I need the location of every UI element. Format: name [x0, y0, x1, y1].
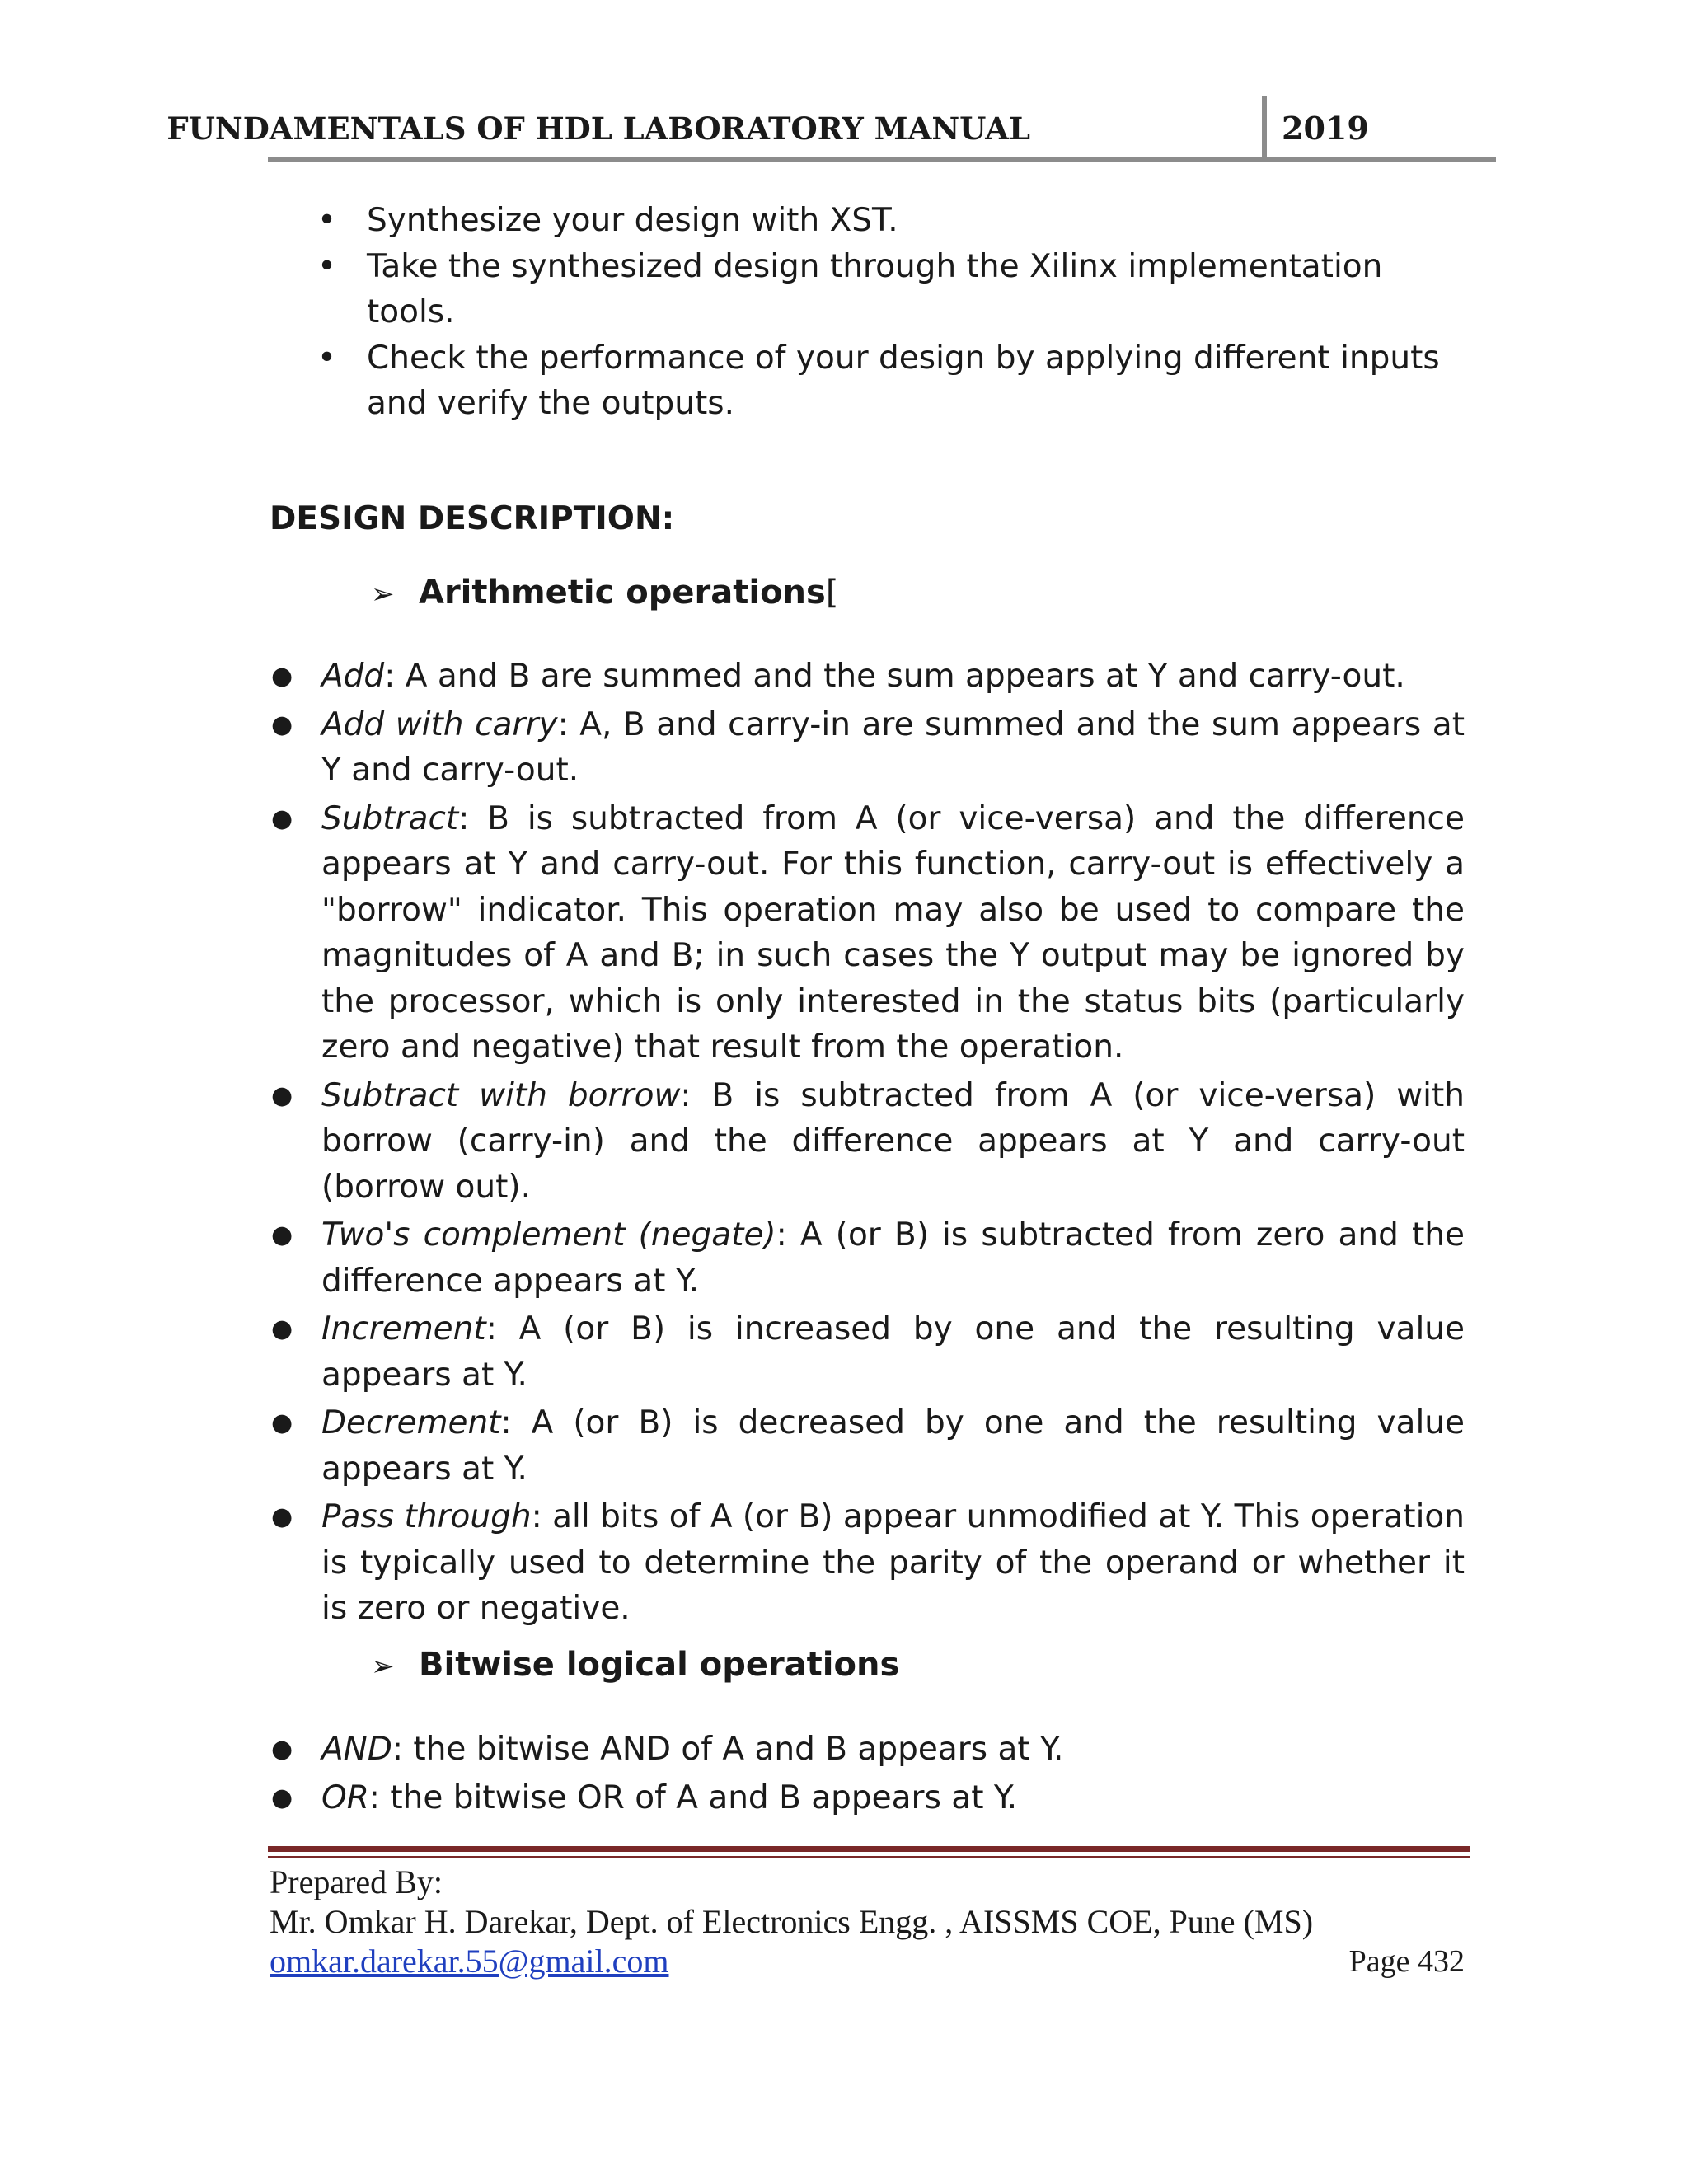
list-item: • Synthesize your design with XST.	[317, 198, 1463, 244]
arrow-bullet-icon: ➢	[371, 578, 395, 611]
bullet-icon: ●	[271, 662, 293, 691]
list-item: ● AND: the bitwise AND of A and B appears at Y.	[270, 1727, 1465, 1773]
bullet-icon: ●	[271, 1221, 293, 1249]
bullet-icon: ●	[271, 710, 293, 739]
page-number: Page 432	[1348, 1944, 1465, 1979]
list-item: ● Subtract: B is subtracted from A (or vice-versa) and the difference appears at Y and carry-out. For this function, carry-out is effectively a "borrow" indicator. This operation may also be used to compare the magnitudes of A and B; in such cases the Y output may be ignored by the processor, which is only interested in the status bits (particularly zero and negative) that result from the operation.	[270, 796, 1465, 1071]
manual-year: 2019	[1282, 110, 1369, 147]
page-header	[166, 105, 1496, 155]
list-item: ● Add with carry: A, B and carry-in are summed and the sum appears at Y and carry-out.	[270, 702, 1465, 794]
bullet-icon: ●	[271, 804, 293, 833]
arithmetic-heading: ➢ Arithmetic operations[	[371, 568, 838, 619]
list-item: ● Decrement: A (or B) is decreased by one and the resulting value appears at Y.	[270, 1400, 1465, 1492]
bitwise-heading: ➢ Bitwise logical operations	[371, 1640, 899, 1691]
author-line: Mr. Omkar H. Darekar, Dept. of Electronics Engg. , AISSMS COE, Pune (MS)	[270, 1903, 1314, 1940]
section-heading: DESIGN DESCRIPTION:	[270, 500, 675, 537]
bullet-icon: •	[317, 247, 337, 285]
list-item: ● Increment: A (or B) is increased by one and the resulting value appears at Y.	[270, 1306, 1465, 1398]
bullet-icon: •	[317, 339, 337, 377]
header-separator	[1262, 96, 1267, 158]
manual-title: FUNDAMENTALS OF HDL LABORATORY MANUAL	[166, 110, 1030, 147]
bullet-icon: ●	[271, 1408, 293, 1437]
list-item: ● Two's complement (negate): A (or B) is subtracted from zero and the difference appears at Y.	[270, 1212, 1465, 1304]
bullet-icon: •	[317, 202, 337, 239]
bullet-icon: ●	[271, 1080, 293, 1110]
bullet-icon: ●	[271, 1502, 293, 1531]
bullet-icon: ●	[271, 1735, 293, 1764]
list-item: ● Pass through: all bits of A (or B) appear unmodified at Y. This operation is typically used to determine the parity of the operand or whether it is zero or negative.	[270, 1494, 1465, 1632]
page-footer	[270, 1863, 1465, 1981]
header-rule	[268, 157, 1496, 162]
list-item: • Take the synthesized design through the Xilinx implementation tools.	[317, 244, 1463, 335]
list-item: • Check the performance of your design by applying different inputs and verify the outputs.	[317, 335, 1463, 427]
list-item: ● Subtract with borrow: B is subtracted from A (or vice-versa) with borrow (carry-in) and the difference appears at Y and carry-out (borrow out).	[270, 1073, 1465, 1211]
arithmetic-list	[270, 654, 1465, 1634]
prepared-by-label: Prepared By:	[270, 1863, 443, 1900]
bitwise-list	[270, 1727, 1465, 1823]
footer-rule	[268, 1846, 1470, 1852]
arrow-bullet-icon: ➢	[371, 1650, 395, 1683]
list-item: ● OR: the bitwise OR of A and B appears at Y.	[270, 1775, 1465, 1821]
footer-rule-thin	[268, 1856, 1470, 1858]
bullet-icon: ●	[271, 1315, 293, 1343]
list-item: ● Add: A and B are summed and the sum appears at Y and carry-out.	[270, 654, 1465, 700]
bullet-icon: ●	[271, 1783, 293, 1812]
intro-list	[317, 198, 1463, 427]
author-email-link[interactable]: omkar.darekar.55@gmail.com	[270, 1943, 669, 1980]
